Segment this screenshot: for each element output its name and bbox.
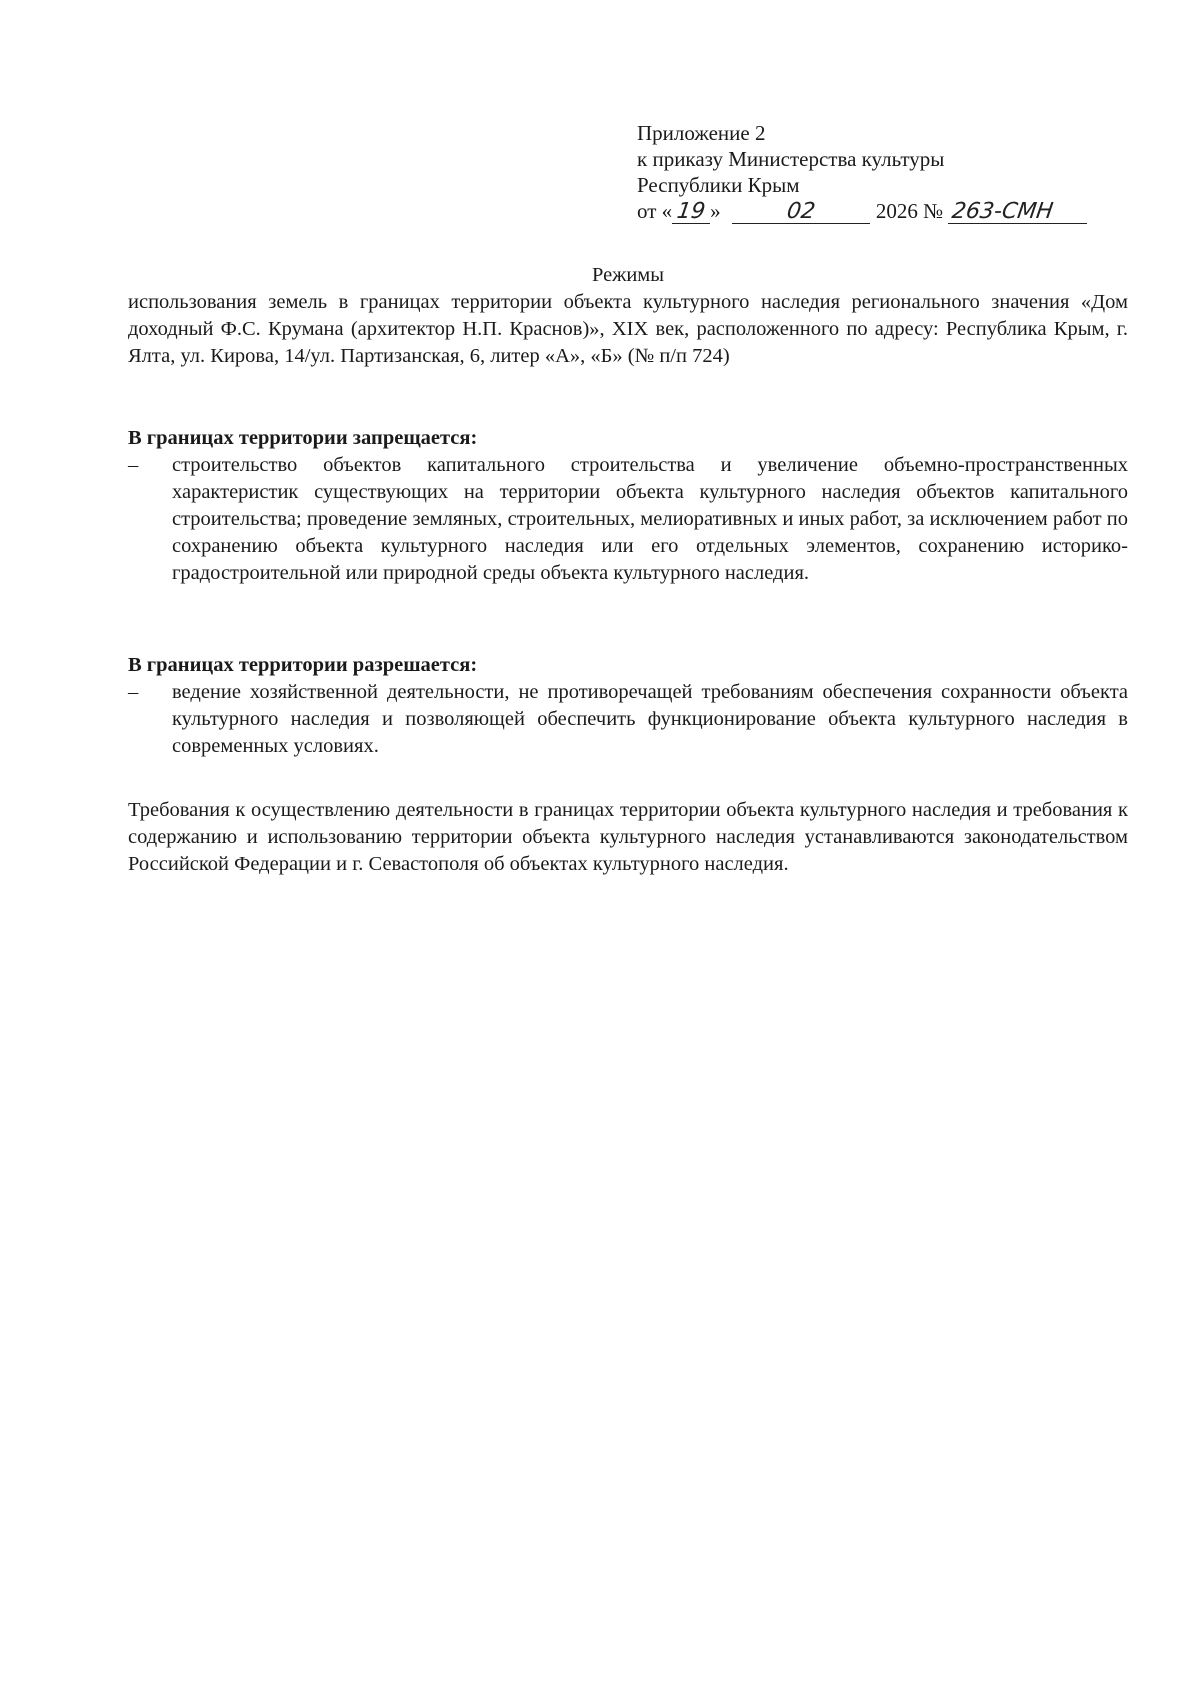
document-title (128, 262, 1128, 289)
date-month-field (732, 200, 870, 224)
document-subtitle: использования земель в границах территории объекта культурного наследия регионального значения «Дом доходный Ф.С. Крумана (архитектор Н.П. Краснов)», XIX век, расположенного по адресу: Республика Крым, г. Ялта, ул. Кирова, 14/ул. Партизанская, 6, литер «А», «Б» (№ п/п 724) (128, 291, 1128, 367)
permitted-section (128, 652, 1128, 760)
date-mid: » (710, 199, 721, 223)
date-day-field (672, 200, 710, 224)
requirements-paragraph: Требования к осуществлению деятельности в границах территории объекта культурного наследия и требования к содержанию и использованию территории объекта культурного наследия устанавливаются законодательством Российской Федерации и г. Севастополя об объектах культурного наследия. (128, 799, 1128, 875)
order-number: 263-СМН (950, 199, 1056, 224)
appendix-label: Приложение 2 (637, 121, 766, 145)
list-item-text: строительство объектов капитального строительства и увеличение объемно-пространственных характеристик существующих на территории объекта культурного наследия объектов капитального строительства; проведение земляных, строительных, мелиоративных и иных работ, за исключением работ по сохранению объекта культурного наследия или его отдельных элементов, сохранению историко-градостроительной или природной среды объекта культурного наследия. (172, 454, 1128, 584)
prohibited-heading: В границах территории запрещается: (128, 427, 478, 449)
date-year: 2026 № (875, 199, 944, 223)
order-reference: к приказу Министерства культуры (637, 147, 945, 171)
date-prefix: от « (637, 199, 673, 223)
list-item (128, 679, 1128, 760)
date-month: 02 (785, 199, 817, 224)
list-item-text: ведение хозяйственной деятельности, не противоречащей требованиям обеспечения сохранности объекта культурного наследия и позволяющей обеспечить функционирование объекта культурного наследия в современных условиях. (172, 681, 1128, 757)
list-dash: – (128, 454, 139, 476)
document-title-text: Режимы (591, 264, 665, 286)
permitted-heading: В границах территории разрешается: (128, 654, 478, 676)
date-day: 19 (675, 199, 707, 224)
prohibited-section (128, 425, 1128, 587)
order-date-line (637, 198, 1097, 224)
order-number-field (948, 200, 1087, 224)
list-dash: – (128, 681, 139, 703)
ministry-region: Республики Крым (637, 173, 800, 197)
list-item (128, 452, 1128, 587)
appendix-header (637, 120, 1097, 224)
